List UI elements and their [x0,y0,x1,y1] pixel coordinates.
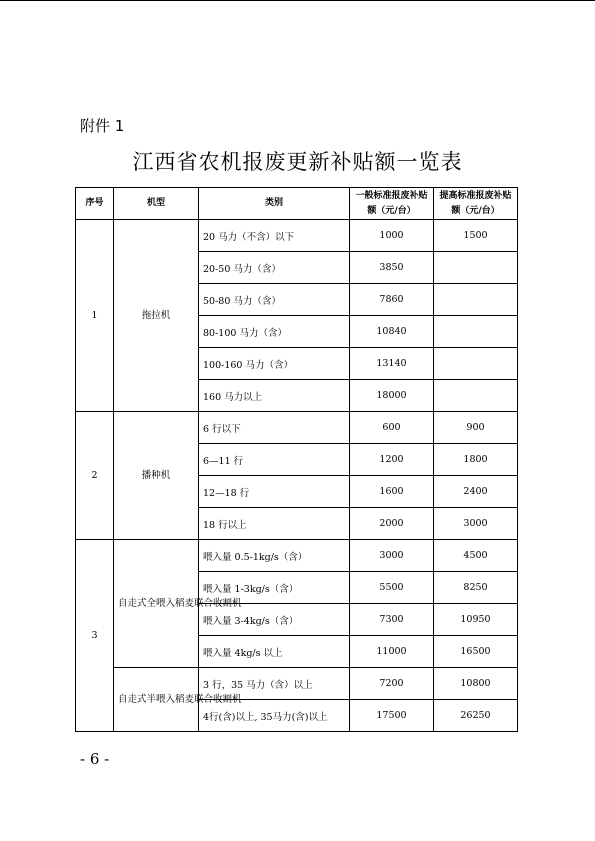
increased-subsidy-cell [434,316,518,348]
attachment-label: 附件 1 [80,117,125,135]
header-index: 序号 [76,188,114,220]
standard-subsidy-cell: 17500 [350,700,434,732]
category-cell: 20-50 马力（含） [199,252,350,284]
machine-type: 自走式半喂入稻麦联合收割机 [114,668,199,732]
category-cell: 喂入量 4kg/s 以上 [199,636,350,668]
category-cell: 80-100 马力（含） [199,316,350,348]
table-row [76,540,518,572]
increased-subsidy-cell [434,284,518,316]
row-index: 3 [76,540,114,732]
standard-subsidy-cell: 3000 [350,540,434,572]
standard-subsidy-cell: 10840 [350,316,434,348]
category-cell: 喂入量 0.5-1kg/s（含） [199,540,350,572]
increased-subsidy-cell: 3000 [434,508,518,540]
increased-subsidy-cell: 2400 [434,476,518,508]
category-cell: 喂入量 1-3kg/s（含） [199,572,350,604]
increased-subsidy-cell [434,252,518,284]
machine-type: 播种机 [114,412,199,540]
standard-subsidy-cell: 3850 [350,252,434,284]
header-machine: 机型 [114,188,199,220]
standard-subsidy-cell: 7300 [350,604,434,636]
header-category: 类别 [199,188,350,220]
machine-type: 自走式全喂入稻麦联合收割机 [114,540,199,668]
standard-subsidy-cell: 7200 [350,668,434,700]
increased-subsidy-cell: 1500 [434,220,518,252]
category-cell: 20 马力（不含）以下 [199,220,350,252]
increased-subsidy-cell [434,348,518,380]
category-cell: 160 马力以上 [199,380,350,412]
subsidy-table [75,187,518,732]
increased-subsidy-cell [434,380,518,412]
page-title: 江西省农机报废更新补贴额一览表 [132,150,463,174]
category-cell: 6—11 行 [199,444,350,476]
standard-subsidy-cell: 600 [350,412,434,444]
increased-subsidy-cell: 10950 [434,604,518,636]
machine-type: 拖拉机 [114,220,199,412]
header-row [76,188,518,220]
category-cell: 6 行以下 [199,412,350,444]
standard-subsidy-cell: 18000 [350,380,434,412]
table-row [76,412,518,444]
category-cell: 100-160 马力（含） [199,348,350,380]
category-cell: 喂入量 3-4kg/s（含） [199,604,350,636]
standard-subsidy-cell: 5500 [350,572,434,604]
increased-subsidy-cell: 26250 [434,700,518,732]
standard-subsidy-cell: 11000 [350,636,434,668]
category-cell: 4行(含)以上, 35马力(含)以上 [199,700,350,732]
increased-subsidy-cell: 16500 [434,636,518,668]
table-row [76,220,518,252]
standard-subsidy-cell: 2000 [350,508,434,540]
standard-subsidy-cell: 7860 [350,284,434,316]
top-rule [0,0,595,1]
row-index: 2 [76,412,114,540]
standard-subsidy-cell: 1000 [350,220,434,252]
page-number: - 6 - [80,750,110,768]
table-body [76,220,518,732]
standard-subsidy-cell: 13140 [350,348,434,380]
table-row [76,668,518,700]
standard-subsidy-cell: 1600 [350,476,434,508]
increased-subsidy-cell: 8250 [434,572,518,604]
increased-subsidy-cell: 4500 [434,540,518,572]
category-cell: 18 行以上 [199,508,350,540]
increased-subsidy-cell: 900 [434,412,518,444]
header-increased: 提高标准报废补贴额（元/台） [434,188,518,220]
category-cell: 50-80 马力（含） [199,284,350,316]
category-cell: 12—18 行 [199,476,350,508]
row-index: 1 [76,220,114,412]
standard-subsidy-cell: 1200 [350,444,434,476]
header-standard: 一般标准报废补贴额（元/台） [350,188,434,220]
category-cell: 3 行，35 马力（含）以上 [199,668,350,700]
increased-subsidy-cell: 10800 [434,668,518,700]
increased-subsidy-cell: 1800 [434,444,518,476]
